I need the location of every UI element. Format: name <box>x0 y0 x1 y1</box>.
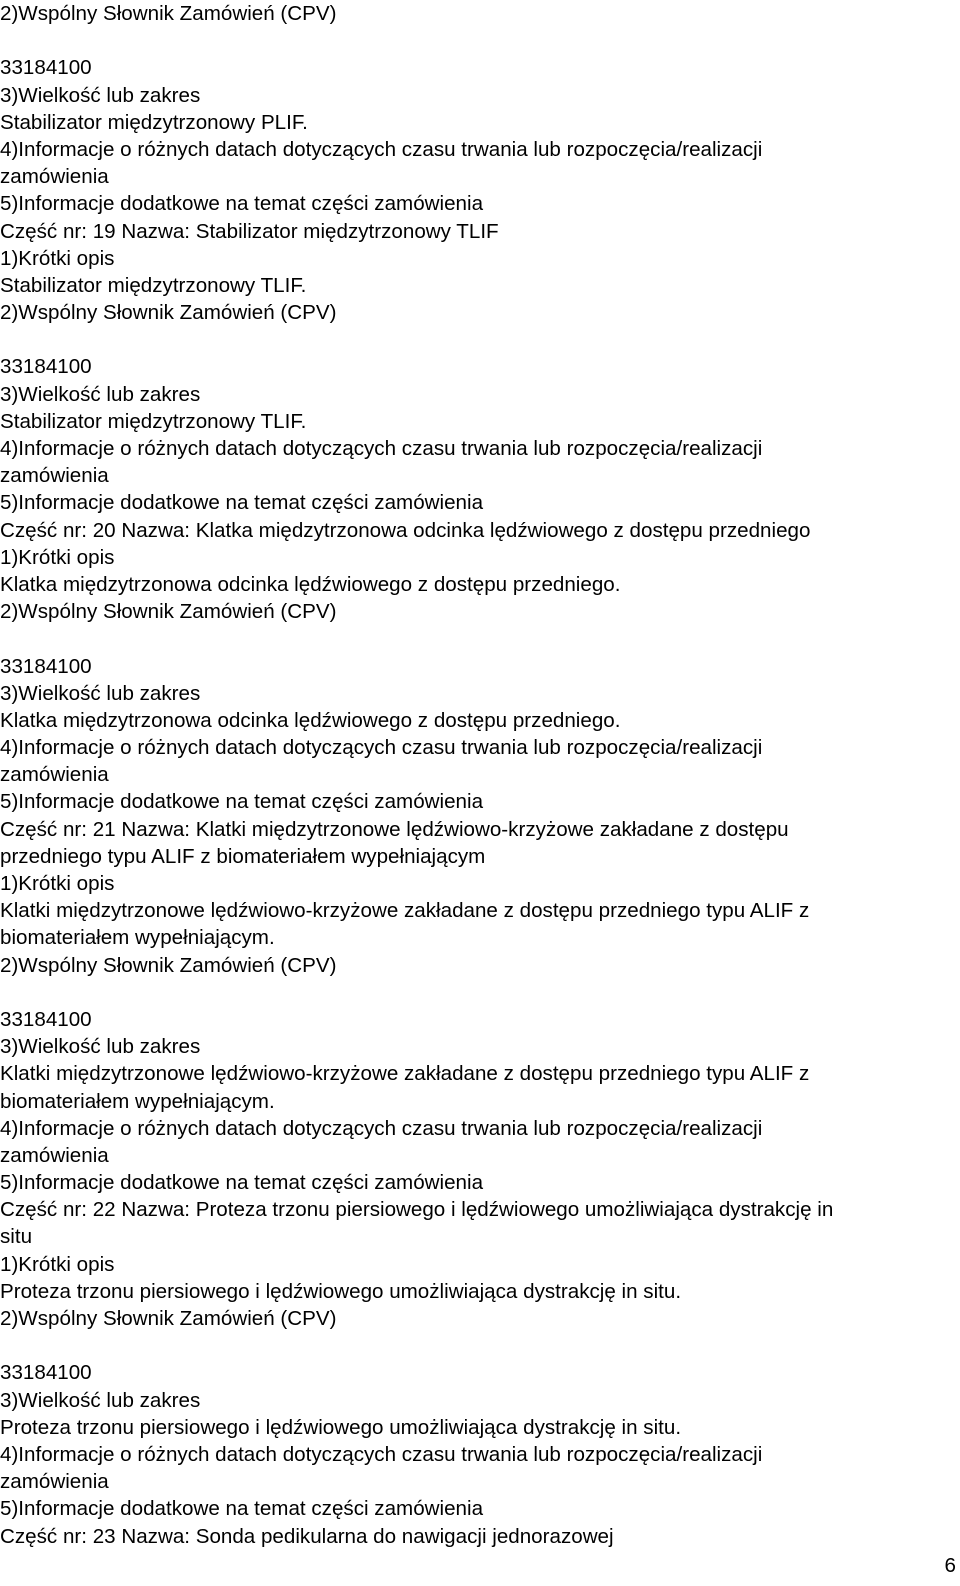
section-label: 5)Informacje dodatkowe na temat części zamówienia <box>0 1171 484 1195</box>
section-label: 5)Informacje dodatkowe na temat części zamówienia <box>0 790 484 814</box>
part-heading: Część nr: 22 Nazwa: Proteza trzonu piersiowego i lędźwiowego umożliwiająca dystrakcję in <box>0 1198 834 1222</box>
text-line: biomateriałem wypełniającym. <box>0 1089 275 1113</box>
section-label: 2)Wspólny Słownik Zamówień (CPV) <box>0 1307 337 1330</box>
text-line: zamówienia <box>0 1470 109 1494</box>
section-label: 2)Wspólny Słownik Zamówień (CPV) <box>0 2 337 25</box>
section-label: 3)Wielkość lub zakres <box>0 681 201 705</box>
section-label: 4)Informacje o różnych datach dotyczących czasu trwania lub rozpoczęcia/realizacji <box>0 1442 763 1466</box>
section-label: 5)Informacje dodatkowe na temat części zamówienia <box>0 491 484 515</box>
part-heading: Część nr: 19 Nazwa: Stabilizator międzytrzonowy TLIF <box>0 219 499 243</box>
cpv-code: 33184100 <box>0 654 92 678</box>
blank-line <box>0 27 955 54</box>
text-line: zamówienia <box>0 165 109 189</box>
blank-line <box>0 979 955 1006</box>
part-heading: Część nr: 20 Nazwa: Klatka międzytrzonowa odcinka lędźwiowego z dostępu przedniego <box>0 518 811 542</box>
cpv-code: 33184100 <box>0 1361 92 1385</box>
section-label: 1)Krótki opis <box>0 246 115 270</box>
blank-line <box>0 326 955 353</box>
text-line: Klatka międzytrzonowa odcinka lędźwiowego z dostępu przedniego. <box>0 708 621 732</box>
section-label: 5)Informacje dodatkowe na temat części zamówienia <box>0 192 484 216</box>
text-line: Proteza trzonu piersiowego i lędźwiowego umożliwiająca dystrakcję in situ. <box>0 1415 682 1439</box>
section-label: 2)Wspólny Słownik Zamówień (CPV) <box>0 953 337 977</box>
section-label: 2)Wspólny Słownik Zamówień (CPV) <box>0 301 337 325</box>
section-label: 1)Krótki opis <box>0 545 115 569</box>
text-line: situ <box>0 1225 33 1249</box>
blank-line <box>0 625 955 652</box>
section-label: 3)Wielkość lub zakres <box>0 1388 201 1412</box>
section-label: 1)Krótki opis <box>0 1252 115 1276</box>
text-line: zamówienia <box>0 763 109 787</box>
section-label: 2)Wspólny Słownik Zamówień (CPV) <box>0 600 337 624</box>
text-line: Stabilizator międzytrzonowy TLIF. <box>0 409 307 433</box>
section-label: 3)Wielkość lub zakres <box>0 382 201 406</box>
section-label: 4)Informacje o różnych datach dotyczących czasu trwania lub rozpoczęcia/realizacji <box>0 736 763 760</box>
cpv-code: 33184100 <box>0 355 92 379</box>
text-line: zamówienia <box>0 1143 109 1167</box>
page-number: 6 <box>944 1554 956 1577</box>
section-label: 4)Informacje o różnych datach dotyczących czasu trwania lub rozpoczęcia/realizacji <box>0 137 763 161</box>
section-label: 4)Informacje o różnych datach dotyczących czasu trwania lub rozpoczęcia/realizacji <box>0 437 763 460</box>
part-heading: Część nr: 21 Nazwa: Klatki międzytrzonowe lędźwiowo-krzyżowe zakładane z dostępu <box>0 817 789 841</box>
text-line: zamówienia <box>0 464 109 488</box>
section-label: 3)Wielkość lub zakres <box>0 1035 201 1059</box>
blank-line <box>0 1332 955 1359</box>
cpv-code: 33184100 <box>0 1007 92 1031</box>
part-heading: Część nr: 23 Nazwa: Sonda pedikularna do nawigacji jednorazowej <box>0 1524 614 1548</box>
text-line: przedniego typu ALIF z biomateriałem wypełniającym <box>0 844 486 868</box>
section-label: 4)Informacje o różnych datach dotyczących czasu trwania lub rozpoczęcia/realizacji <box>0 1116 763 1140</box>
text-line: biomateriałem wypełniającym. <box>0 926 275 950</box>
text-line: Stabilizator międzytrzonowy TLIF. <box>0 273 307 297</box>
section-label: 3)Wielkość lub zakres <box>0 83 201 107</box>
text-line: Klatka międzytrzonowa odcinka lędźwiowego z dostępu przedniego. <box>0 572 621 596</box>
text-line: Klatki międzytrzonowe lędźwiowo-krzyżowe zakładane z dostępu przedniego typu ALIF z <box>0 899 810 923</box>
text-line: Klatki międzytrzonowe lędźwiowo-krzyżowe zakładane z dostępu przedniego typu ALIF z <box>0 1062 810 1086</box>
section-label: 1)Krótki opis <box>0 872 115 895</box>
section-label: 5)Informacje dodatkowe na temat części zamówienia <box>0 1497 484 1521</box>
text-line: Proteza trzonu piersiowego i lędźwiowego umożliwiająca dystrakcję in situ. <box>0 1279 682 1303</box>
cpv-code: 33184100 <box>0 56 92 80</box>
text-line: Stabilizator międzytrzonowy PLIF. <box>0 110 308 134</box>
